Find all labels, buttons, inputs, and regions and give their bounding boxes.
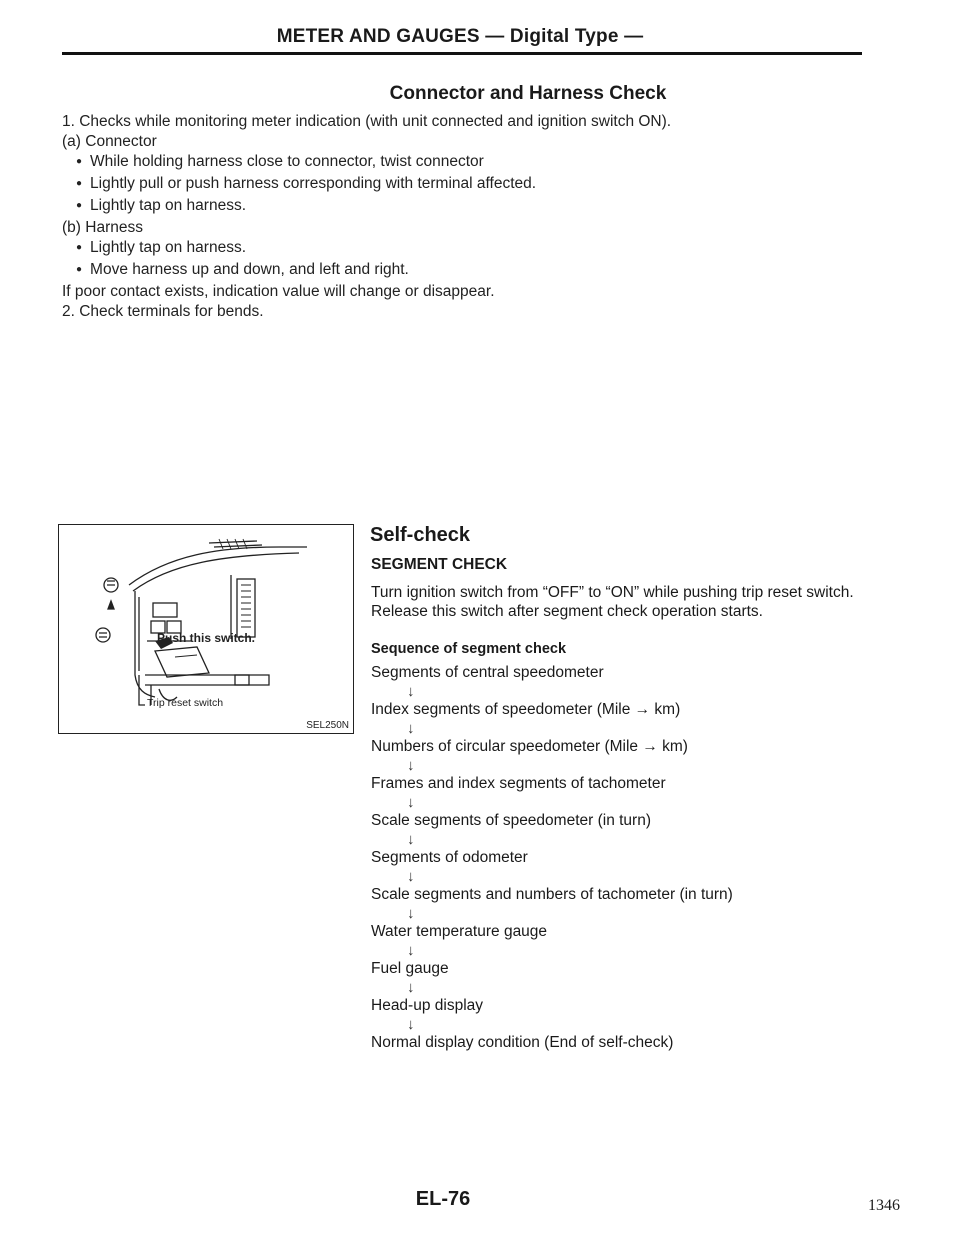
down-arrow-icon: ↓ — [407, 794, 415, 811]
sequence-step: Head-up display — [371, 997, 484, 1014]
sequence-step: Segments of central speedometer — [371, 664, 604, 681]
sequence-step: Index segments of speedometer (Mile → km) — [371, 701, 681, 718]
page-label: EL-76 — [415, 1188, 471, 1210]
sequence-step: Fuel gauge — [371, 960, 449, 977]
check-line: (a) Connector — [62, 133, 157, 150]
check-bullet-item: ● Lightly pull or push harness corresponding with terminal affected. — [62, 174, 862, 196]
check-line: (b) Harness — [62, 219, 143, 236]
sequence-title: Sequence of segment check — [371, 641, 567, 657]
check-bullet-item: ● Lightly tap on harness. — [62, 238, 862, 260]
check-line: 2. Check terminals for bends. — [62, 303, 264, 320]
sequence-step: Frames and index segments of tachometer — [371, 775, 666, 792]
check-line: 1. Checks while monitoring meter indication (with unit connected and ignition switch ON). — [62, 113, 672, 130]
segment-check-sequence — [371, 664, 871, 1052]
down-arrow-icon: ↓ — [407, 831, 415, 848]
push-switch-label: Push this switch. — [157, 631, 256, 645]
segment-check-subtitle: SEGMENT CHECK — [371, 556, 508, 573]
trip-reset-switch-figure — [58, 524, 354, 734]
down-arrow-icon: ↓ — [407, 942, 415, 959]
down-arrow-icon: ↓ — [407, 683, 415, 700]
page-header-title: METER AND GAUGES — Digital Type — — [276, 26, 644, 47]
sequence-step: Segments of odometer — [371, 849, 528, 866]
down-arrow-icon: ↓ — [407, 757, 415, 774]
check-bullet-item: ● Lightly tap on harness. — [62, 196, 862, 218]
check-line: If poor contact exists, indication value will change or disappear. — [62, 283, 495, 300]
check-bullet-item: ● While holding harness close to connector, twist connector — [62, 152, 862, 174]
sequence-step: Scale segments of speedometer (in turn) — [371, 812, 651, 829]
sequence-step: Numbers of circular speedometer (Mile → km) — [371, 738, 688, 755]
header-rule — [62, 52, 862, 55]
check-instructions — [62, 112, 862, 322]
figure-code: SEL250N — [306, 720, 349, 731]
down-arrow-icon: ↓ — [407, 868, 415, 885]
segment-check-paragraph: Turn ignition switch from “OFF” to “ON” while pushing trip reset switch. Release this switch after segment check operation starts. — [371, 584, 854, 620]
down-arrow-icon: ↓ — [407, 905, 415, 922]
sequence-step: Scale segments and numbers of tachometer (in turn) — [371, 886, 733, 903]
check-bullet-item: ● Move harness up and down, and left and right. — [62, 260, 862, 282]
down-arrow-icon: ↓ — [407, 720, 415, 737]
self-check-title: Self-check — [370, 524, 471, 546]
down-arrow-icon: ↓ — [407, 979, 415, 996]
trip-reset-switch-label: Trip reset switch — [147, 697, 224, 709]
sequence-step: Normal display condition (End of self-check) — [371, 1034, 674, 1051]
down-arrow-icon: ↓ — [407, 1016, 415, 1033]
page-number: 1346 — [868, 1197, 900, 1214]
sequence-step: Water temperature gauge — [371, 923, 548, 940]
section-title: Connector and Harness Check — [389, 83, 667, 104]
